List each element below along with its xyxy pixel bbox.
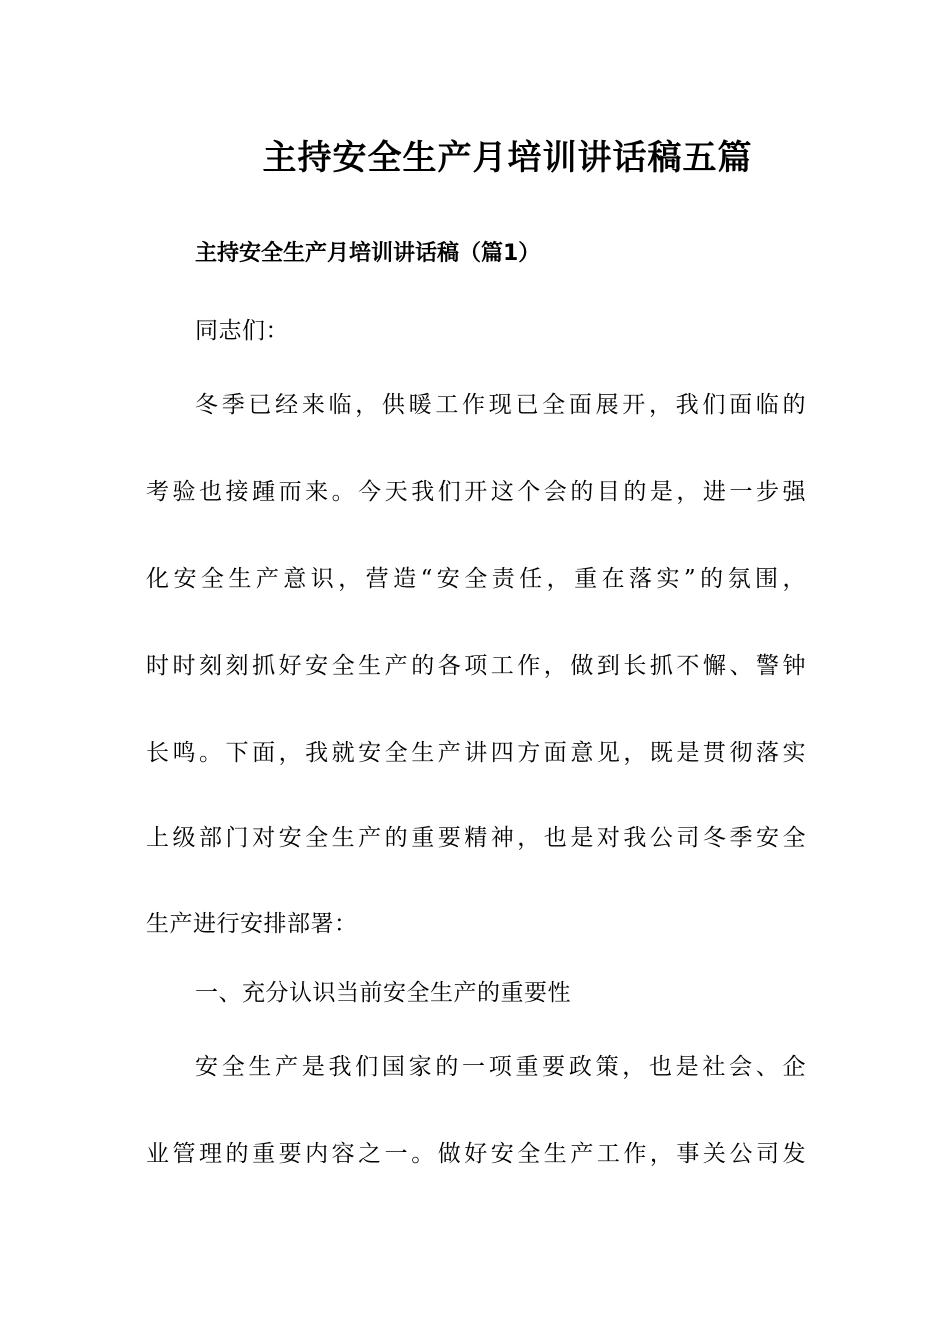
paragraph-line: 上级部门对安全生产的重要精神，也是对我公司冬季安全 [146, 825, 806, 851]
paragraph-line: 生产进行安排部署： [146, 911, 358, 937]
paragraph-line: 时时刻刻抓好安全生产的各项工作，做到长抓不懈、警钟 [146, 653, 806, 679]
paragraph-line: 业管理的重要内容之一。做好安全生产工作，事关公司发 [146, 1141, 806, 1167]
paragraph-line: 长鸣。下面，我就安全生产讲四方面意见，既是贯彻落实 [146, 740, 806, 766]
paragraph-line: 冬季已经来临，供暖工作现已全面展开，我们面临的 [195, 392, 806, 418]
subsection-heading: 一、充分认识当前安全生产的重要性 [195, 980, 571, 1006]
paragraph-line: 安全生产是我们国家的一项重要政策，也是社会、企 [195, 1054, 806, 1080]
salutation: 同志们： [195, 318, 289, 344]
document-title: 主持安全生产月培训讲话稿五篇 [262, 138, 753, 178]
paragraph-line: 考验也接踵而来。今天我们开这个会的目的是，进一步强 [146, 479, 806, 505]
section-heading: 主持安全生产月培训讲话稿（篇1） [195, 241, 541, 266]
paragraph-line: 化安全生产意识，营造“安全责任，重在落实”的氛围， [146, 566, 806, 592]
